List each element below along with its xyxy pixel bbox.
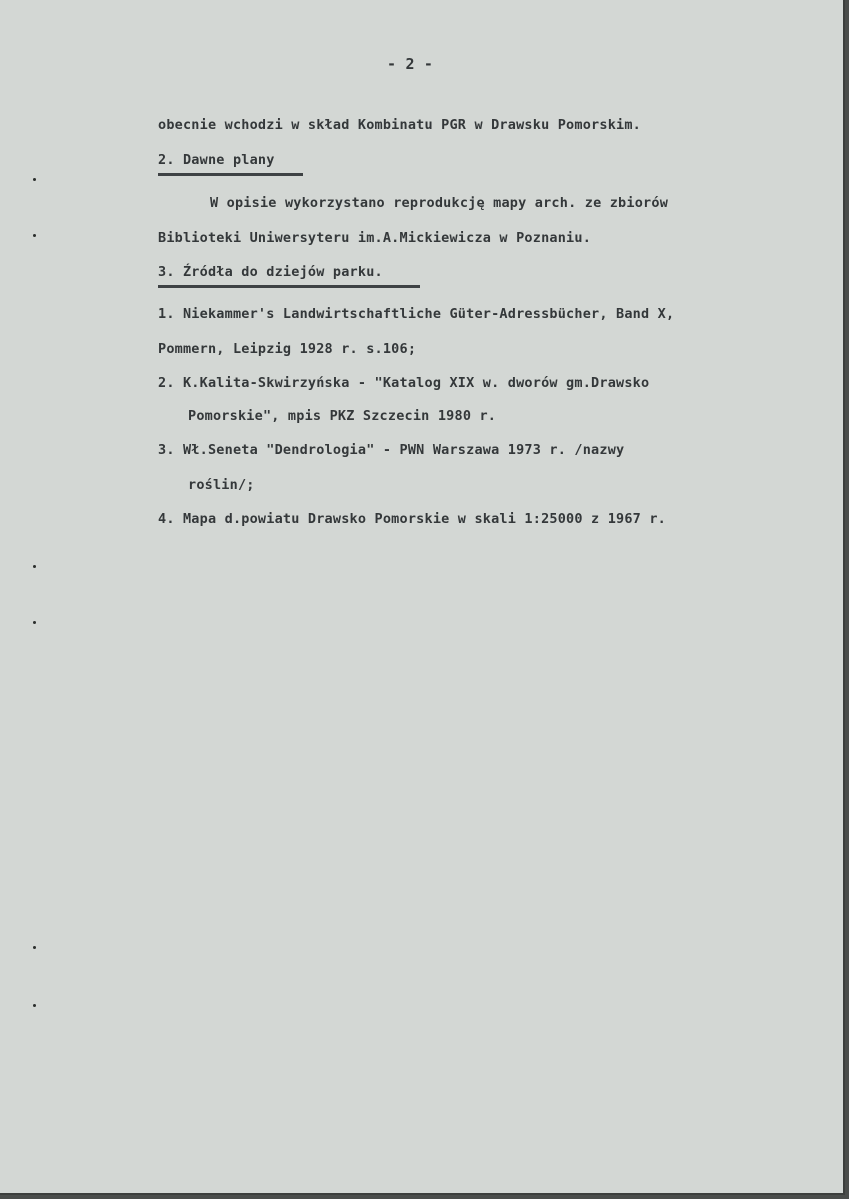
binding-hole [33,1004,36,1007]
source-1-line-1: 1. Niekammer's Landwirtschaftliche Güter-Adressbücher, Band X, [158,306,675,322]
section-2-body-line-1: W opisie wykorzystano reprodukcję mapy arch. ze zbiorów [210,195,669,211]
section-2-underline [158,173,303,176]
section-3-underline [158,285,420,288]
source-3-line-2: roślin/; [188,477,255,493]
binding-hole [33,178,36,181]
page-number: - 2 - [387,55,434,73]
binding-hole [33,946,36,949]
source-2-line-2: Pomorskie", mpis PKZ Szczecin 1980 r. [188,408,497,424]
binding-hole [33,565,36,568]
binding-hole [33,621,36,624]
source-3-line-1: 3. Wł.Seneta "Dendrologia" - PWN Warszawa 1973 r. /nazwy [158,442,625,458]
section-3-heading: 3. Źródła do dziejów parku. [158,264,383,280]
section-2-heading: 2. Dawne plany [158,152,275,168]
intro-line: obecnie wchodzi w skład Kombinatu PGR w Drawsku Pomorskim. [158,117,642,133]
binding-hole [33,234,36,237]
source-1-line-2: Pommern, Leipzig 1928 r. s.106; [158,341,417,357]
section-2-body-line-2: Biblioteki Uniwersyteru im.A.Mickiewicza w Poznaniu. [158,230,592,246]
source-2-line-1: 2. K.Kalita-Skwirzyńska - "Katalog XIX w. dworów gm.Drawsko [158,375,650,391]
source-4-line: 4. Mapa d.powiatu Drawsko Pomorskie w skali 1:25000 z 1967 r. [158,511,666,527]
